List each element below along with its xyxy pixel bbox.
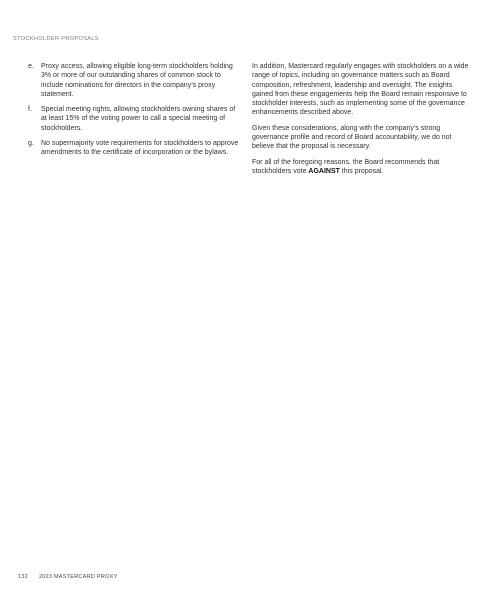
- list-marker: f.: [28, 106, 32, 114]
- right-column: [252, 62, 474, 182]
- list-item-g: [28, 139, 240, 158]
- recommendation-text-end: this proposal.: [339, 167, 384, 175]
- list-item-text: No supermajority vote requirements for stockholders to approve amendments to the certificate of incorporation or the bylaws.: [41, 140, 239, 157]
- vote-against-emphasis: AGAINST: [308, 167, 340, 175]
- list-marker: e.: [28, 63, 34, 70]
- recommendation-paragraph: [252, 158, 474, 177]
- considerations-paragraph: Given these considerations, along with the company’s strong governance profile and record of Board accountability, we do not believe that the proposal is necessary.: [252, 124, 452, 151]
- page-footer: [18, 574, 117, 580]
- engagement-paragraph: In addition, Mastercard regularly engages with stockholders on a wide range of topics, including on governance matters such as Board composition, refreshment, leadership and oversight. The insights gained from these engagements help the Board remain responsive to stockholder interests, such as implementing some of the governance enhancements described above.: [252, 63, 469, 117]
- left-column: [28, 62, 240, 164]
- page-number: 132: [18, 574, 28, 580]
- list-item-text: Proxy access, allowing eligible long-term stockholders holding 3% or more of our outstanding shares of common stock to include nominations for directors in the company’s proxy statement.: [41, 63, 233, 98]
- list-item-e: [28, 62, 240, 99]
- document-title: 2023 MASTERCARD PROXY: [38, 574, 118, 580]
- recommendation-text-start: For all of the foregoing reasons, the Board recommends that stockholders vote: [252, 158, 440, 175]
- list-marker: g.: [28, 140, 34, 148]
- section-label: STOCKHOLDER PROPOSALS: [13, 36, 99, 42]
- list-item-text: Special meeting rights, allowing stockholders owning shares of at least 15% of the voting power to call a special meeting of stockholders.: [41, 106, 236, 132]
- list-item-f: [28, 105, 240, 133]
